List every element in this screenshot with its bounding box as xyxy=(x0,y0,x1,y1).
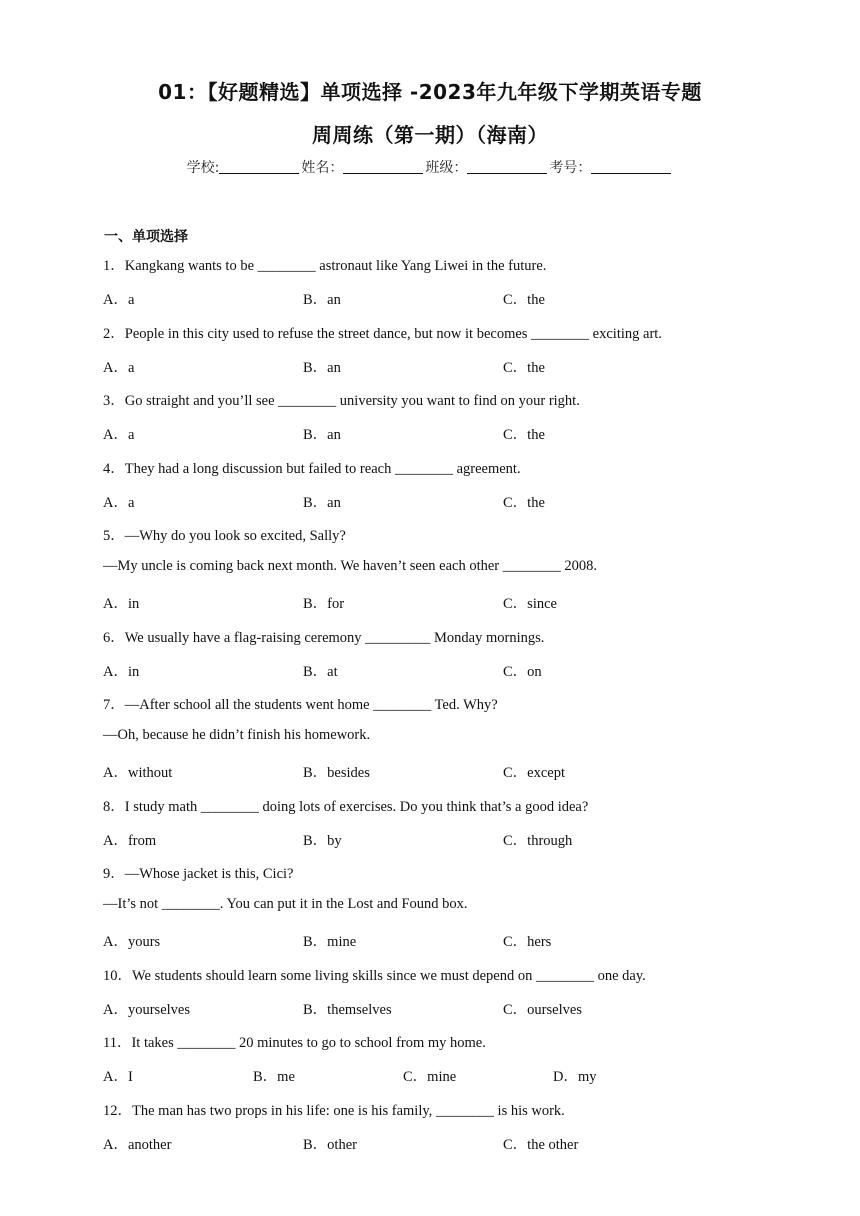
q11-option-d: D．my xyxy=(553,1069,597,1085)
q3-option-c: C．the xyxy=(503,427,545,443)
q9-option-b: B．mine xyxy=(303,934,357,950)
q12-option-a: A．another xyxy=(103,1137,172,1153)
q12-option-b: B．other xyxy=(303,1137,357,1153)
q1-option-c: C．the xyxy=(503,292,545,308)
q5-option-a: A．in xyxy=(103,596,140,612)
question-3: 3．Go straight and you’ll see ________ university you want to find on your right. xyxy=(103,393,580,409)
q7-option-a: A．without xyxy=(103,765,173,781)
q10-option-b: B．themselves xyxy=(303,1002,392,1018)
q6-option-b: B．at xyxy=(303,664,338,680)
q8-option-a: A．from xyxy=(103,833,157,849)
q8-option-b: B．by xyxy=(303,833,342,849)
q10-option-c: C．ourselves xyxy=(503,1002,582,1018)
exam-number-blank xyxy=(591,159,671,174)
q3-option-a: A．a xyxy=(103,427,135,443)
q9-option-c: C．hers xyxy=(503,934,552,950)
question-7: 7．—After school all the students went home ________ Ted. Why? xyxy=(103,697,498,713)
name-blank xyxy=(343,159,423,174)
question-4: 4．They had a long discussion but failed to reach ________ agreement. xyxy=(103,461,521,477)
question-9: 9．—Whose jacket is this, Cici? xyxy=(103,866,294,882)
question-6: 6．We usually have a flag-raising ceremony _________ Monday mornings. xyxy=(103,630,545,646)
q4-option-c: C．the xyxy=(503,495,545,511)
exam-number-label: 考号： xyxy=(549,160,592,176)
question-12: 12．The man has two props in his life: one is his family, ________ is his work. xyxy=(103,1103,565,1119)
q3-option-b: B．an xyxy=(303,427,341,443)
document-title: 01：【好题精选】单项选择 -2023年九年级下学期英语专题 xyxy=(158,80,702,104)
question-8: 8．I study math ________ doing lots of exercises. Do you think that’s a good idea? xyxy=(103,799,589,815)
q12-option-c: C．the other xyxy=(503,1137,579,1153)
question-1: 1．Kangkang wants to be ________ astronaut like Yang Liwei in the future. xyxy=(103,258,547,274)
q4-option-b: B．an xyxy=(303,495,341,511)
question-10: 10．We students should learn some living skills since we must depend on ________ one day. xyxy=(103,968,646,984)
q5-option-b: B．for xyxy=(303,596,345,612)
q1-option-a: A．a xyxy=(103,292,135,308)
q4-option-a: A．a xyxy=(103,495,135,511)
question-11: 11．It takes ________ 20 minutes to go to school from my home. xyxy=(103,1035,486,1051)
document-subtitle: 周周练（第一期）（海南） xyxy=(312,123,548,147)
class-label: 班级： xyxy=(425,160,468,176)
question-2: 2．People in this city used to refuse the street dance, but now it becomes ________ exciting art. xyxy=(103,326,662,342)
student-info-fields xyxy=(0,157,860,177)
q2-option-a: A．a xyxy=(103,360,135,376)
q7-option-b: B．besides xyxy=(303,765,370,781)
question-5: 5．—Why do you look so excited, Sally? xyxy=(103,528,346,544)
q8-option-c: C．through xyxy=(503,833,573,849)
section-heading: 一、单项选择 xyxy=(104,229,188,245)
q2-option-c: C．the xyxy=(503,360,545,376)
question-7-response: —Oh, because he didn’t finish his homework. xyxy=(103,727,371,743)
q1-option-b: B．an xyxy=(303,292,341,308)
q11-option-a: A．I xyxy=(103,1069,133,1085)
q9-option-a: A．yours xyxy=(103,934,161,950)
q5-option-c: C．since xyxy=(503,596,557,612)
q6-option-a: A．in xyxy=(103,664,140,680)
school-label: 学校: xyxy=(186,160,220,176)
class-blank xyxy=(467,159,547,174)
question-9-response: —It’s not ________. You can put it in the Lost and Found box. xyxy=(103,896,468,912)
q11-option-b: B．me xyxy=(253,1069,295,1085)
q7-option-c: C．except xyxy=(503,765,566,781)
question-5-response: —My uncle is coming back next month. We haven’t seen each other ________ 2008. xyxy=(103,558,598,574)
school-blank xyxy=(219,159,299,174)
q11-option-c: C．mine xyxy=(403,1069,457,1085)
name-label: 姓名： xyxy=(301,160,344,176)
q2-option-b: B．an xyxy=(303,360,341,376)
q6-option-c: C．on xyxy=(503,664,542,680)
q10-option-a: A．yourselves xyxy=(103,1002,190,1018)
